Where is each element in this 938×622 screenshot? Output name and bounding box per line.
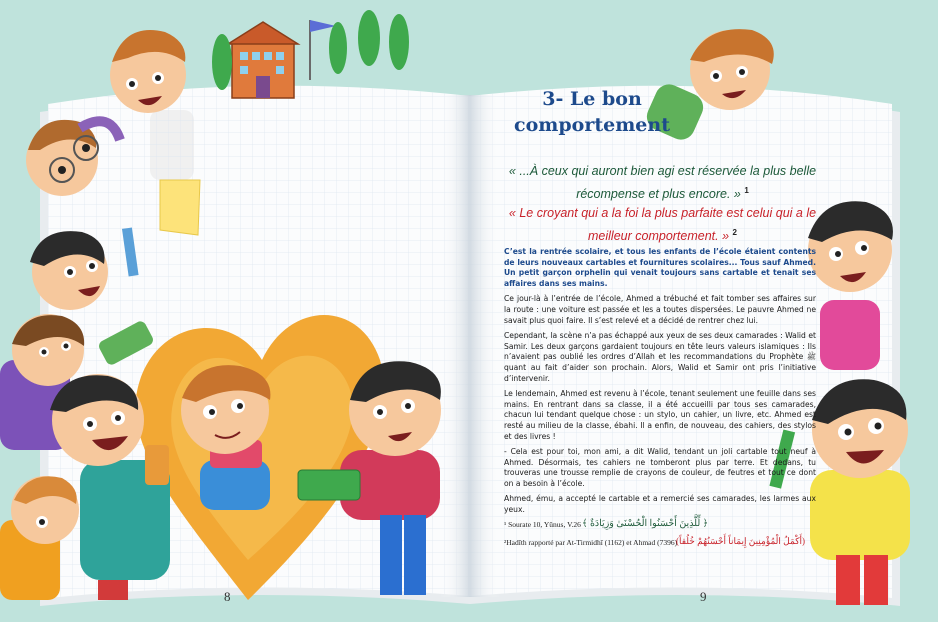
footnote-ref-2: 2 [732,228,737,237]
footnote-ref-1: 1 [744,186,749,195]
story-paragraph: Cependant, la scène n’a pas échappé aux yeux de ses deux camarades : Walid et Samir. Les deux garçons gardaient toujours en tête leurs valeurs islamiques : Ils n’avaient pas oublié les ordres d’Allah et les recommandations du Prophète ﷺ quant au fait d’aider son prochain. Alors, Walid et Samir ont pris l’initiative d’intervenir. [504,331,816,383]
quran-quote-text: « ...À ceux qui auront bien agi est réservée la plus belle récompense et plus encore. » [508,164,817,202]
quran-quote [500,162,825,204]
story-paragraph: - Cela est pour toi, mon ami, a dit Walid, tendant un joli cartable tout neuf à Ahmed. Désormais, tes cahiers ne tomberont plus par terre. Et dedans, tu trouveras une trousse remplie de crayons de couleur, de feutres et tout ce dont on a besoin à l’école. [504,447,816,488]
page-number-left: 8 [224,589,231,604]
footnote-1: ¹ Sourate 10, Yûnus, V.26 [504,520,581,529]
footnote-2: ²Hadîth rapporté par At-Tirmidhî (1162) et Ahmad (7396) [504,538,678,547]
footnote-1-arabic: ﴿ لِّلَّذِينَ أَحْسَنُوا الْحُسْنَىٰ وَزِيَادَةٌ ﴾ [582,519,709,529]
page-title: 3- Le bon comportement [514,88,670,136]
story-paragraph: C’est la rentrée scolaire, et tous les enfants de l’école étaient contents de leurs nouveaux cartables et fournitures scolaires... Tous sauf Ahmed. Un petit garçon orphelin qui venait toujours sans cartable et tenait ses affaires dans ses mains. [504,247,816,288]
page-number-right: 9 [700,589,707,604]
story-paragraph: Ce jour-là à l’entrée de l’école, Ahmed a trébuché et fait tomber ses affaires sur la route : une voiture est passée et les a toutes dispersées. Le pauvre Ahmed ne savait plus quoi faire. Il s’est relevé et a décidé de rentrer chez lui. [504,294,816,325]
story-paragraph: Le lendemain, Ahmed est revenu à l’école, tenant seulement une feuille dans ses mains. En rentrant dans sa classe, il a été accueilli par tous ses camarades, chacun lui tendant quelque chose : un stylo, un cahier, un livre, etc. Ahmed est resté au milieu de la classe, ébahi. Il a enfin, de nouveau, des cahiers, des stylos et des livres ! [504,389,816,441]
story-paragraph: Ahmed, ému, a accepté le cartable et a remercié ses camarades, les larmes aux yeux. [504,494,816,515]
hadith-quote-text: « Le croyant qui a la foi la plus parfaite est celui qui a le meilleur comportement. » [508,206,817,244]
footnotes [504,520,824,556]
story-text [504,247,816,521]
footnote-2-arabic: (أَكْمَلُ الْمُؤْمِنِينَ إِيمَاناً أَحْسَنُهُمْ خُلُقاً) [676,536,805,546]
hadith-quote [500,204,825,246]
